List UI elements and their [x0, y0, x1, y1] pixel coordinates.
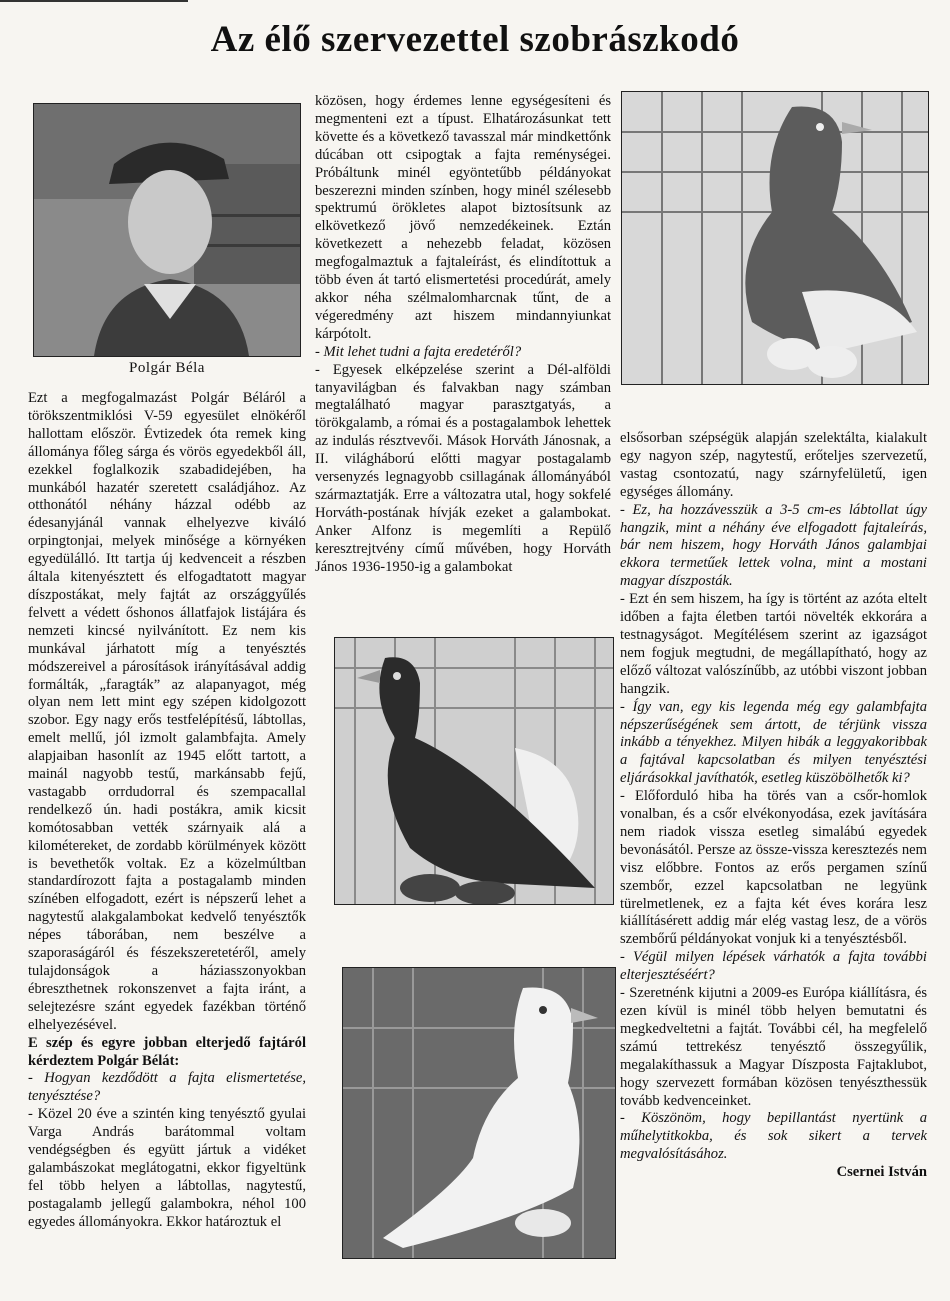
answer-5: - Szeretnénk kijutni a 2009-es Európa kiállításra, és ezen kívül is minél több helyen bemutatni és megkedveltetni a fajtát. További cél, ha megfelelő számú tettrekész tenyésztő összegyűlik, megalakíthassuk a Magyar Díszposta Fajtaklubot, hogy szervezett formában közösen tenyészthessük tovább kedvenceinket. [620, 985, 927, 1109]
column-1 [28, 390, 306, 1232]
answer-4: - Előforduló hiba ha törés van a csőr-homlok vonalban, és a csőr elvékonyodása, ezek javítására nem riadok vissza esetleg simalábú egyedek bevonásától. Persze az össze-vissza keresztezés nem visz előbbre. Fontos az erős pergamen színű szembőr, ezzel kapcsolatban ne legyünk türelmetlenek, ez a fajta két éves korára lesz kiállításérett addig már elég vastag lesz, de a vörös szembőrű példányokat vonjuk ki a tenyésztésből. [620, 788, 927, 948]
pigeon-photo-dark [334, 637, 614, 905]
question-4: - Így van, egy kis legenda még egy galambfajta népszerűségének sem ártott, de térjünk vissza inkább a tényekhez. Milyen hibák a leggyakoribbak a fajtával kapcsolatban és milyen tenyésztési eljárásokkal javíthatók, esetleg küszöbölhetők ki? [620, 698, 927, 787]
intro-paragraph: Ezt a megfogalmazást Polgár Béláról a törökszentmiklósi V-59 egyesület elnökéről hallottam először. Évtizedek óta remek king állománya főleg sárga és vörös egyedekből áll, ezekkel foglalkozik szabadidejében, ha munkából hazatér szeretett családjához. Az otthonától néhány házzal odébb az édesanyjánál vannak elhelyezve kiváló orpingtonjai, melyek minősége a környéken egyedülálló. Itt tartja új kedvenceit a részben általa kitenyésztett és elfogadtatott magyar díszpostákat, mely fajtát az országgyűlés felvett a védett őshonos állatfajok listájára és nemzeti kincsé nyilvánított. Ez nem kis munkával járhatott míg a tenyésztés módszereivel a párosítások irányításával addig formálták, „faragták” az alapanyagot, még olyan nem lett mint egy szépen kidolgozott szobor. Egy nagy erős testfelépítésű, lábtollas, emelt mellű, jól izmolt galambfajta. Amely alapjaiban hasonlít az 1945 előtt tartott, a mainál nagyobb testű, markánsabb fejű, vastagabb orrdudorral és szempacallal rendelkező ún. hadi postákra, amik kicsit komótosabban vették szárnyaik alá a kilométereket, de zordabb körülmények között is bevethetők voltak. Ez a közelmúltban standardírozott fajta a postagalamb minden színében elfogadott, ezért is népszerű lehet a nagytestű alakgalambokat kedvelő tenyésztők népes táborában, nem beszélve a szaporaságáról és fészekszeretetéről, amely tulajdonságok a háziasszonyokban ébreszthetnek rokonszenvet a fajta iránt, a selejtezésre szánt egyedek fazékban történő elhelyezésével. [28, 390, 306, 1033]
answer-3: - Ezt én sem hiszem, ha így is történt az azóta eltelt időben a fajta életben tartói növelték ekkorára a testnagyságot. Megítélésem szerint az igazságot nem fogjuk megtudni, de megállapítható, hogy az előző változat valószínűbb, az utóbbi viszont jobban hangzik. [620, 591, 927, 697]
answer-2: - Egyesek elképzelése szerint a Dél-alföldi tanyavilágban és falvakban nagy számban megtalálható magyar parasztgatyás, a törökgalamb, a római és a postagalambok lehettek az indulás résztvevői. Mások Horváth Jánosnak, a II. világháború előtti magyar postagalamb versenyzés legnagyobb csillagának állományából származtatják. Erre a változatra utal, hogy sokfelé Horváth-postának hívják ezeket a galambokat. Anker Alfonz is megemlíti a Repülő keresztrejtvény című művében, hogy Horváth János 1936-1950-ig a galambokat [315, 361, 611, 575]
answer-2-continued: elsősorban szépségük alapján szelektálta, kialakult egy nagyon szép, nagytestű, erőteljes szervezetű, vastag csontozatú, nagy szárnyfelületű, igen egységes állomány. [620, 430, 927, 500]
answer-1-continued: közösen, hogy érdemes lenne egységesíteni és megmenteni ezt a típust. Elhatározásunkat tett követte és a következő tavasszal már mindkettőnk dúcában ott csipogtak a fajta reménységei. Próbáltunk minél egyöntetűbb példányokat beszerezni minden színben, hogy minél szélesebb spektrumú örökletes alapot biztosítsunk az elkövetkező jövő nemzedékeinek. Eztán következett a nehezebb feladat, közösen megfogalmaztuk a fajtaleírást, és elindítottuk a több éven át tartó elismertetési procedúrát, amely akkor néha szélmalomharcnak tűnt, de a végeredmény azt hiszem mindannyiunkat kárpótolt. [315, 93, 611, 342]
column-3 [620, 430, 927, 1182]
pigeon-photo-white [342, 967, 616, 1259]
question-1: - Hogyan kezdődött a fajta elismertetése, tenyésztése? [28, 1070, 306, 1105]
column-2 [315, 93, 611, 576]
closing-remark: - Köszönöm, hogy bepillantást nyertünk a műhelytitkokba, és sok sikert a tervek megvalósításához. [620, 1110, 927, 1163]
top-rule [0, 0, 188, 2]
question-5: - Végül milyen lépések várhatók a fajta további elterjesztéséért? [620, 949, 927, 984]
answer-1: - Közel 20 éve a szintén king tenyésztő gyulai Varga András barátommal voltam vendégségben és együtt jártuk a vidéket galambászokat meglátogatni, ekkor figyeltünk fel több helyen a lábtollas, nagytestű, postagalamb jellegű galambokra, néhol 100 egyedes állományokra. Ekkor határoztuk el [28, 1106, 306, 1230]
question-2: - Mit lehet tudni a fajta eredetéről? [315, 343, 522, 360]
author-name: Csernei István [836, 1164, 927, 1181]
article-title: Az élő szervezettel szobrászkodó [210, 19, 740, 60]
pigeon-photo-red [621, 91, 929, 385]
portrait-photo [33, 103, 301, 357]
question-3: - Ez, ha hozzávesszük a 3-5 cm-es lábtollat úgy hangzik, mint a néhány éve elfogadott fajtaleírás, bár nem hiszem, hogy Horváth János galambjai ekkora termetűek lettek volna, mint a mostani magyar díszposták. [620, 501, 927, 590]
photo-caption: Polgár Béla [129, 360, 205, 376]
lead-question-bold: E szép és egyre jobban elterjedő fajtáról kérdeztem Polgár Bélát: [28, 1034, 306, 1069]
